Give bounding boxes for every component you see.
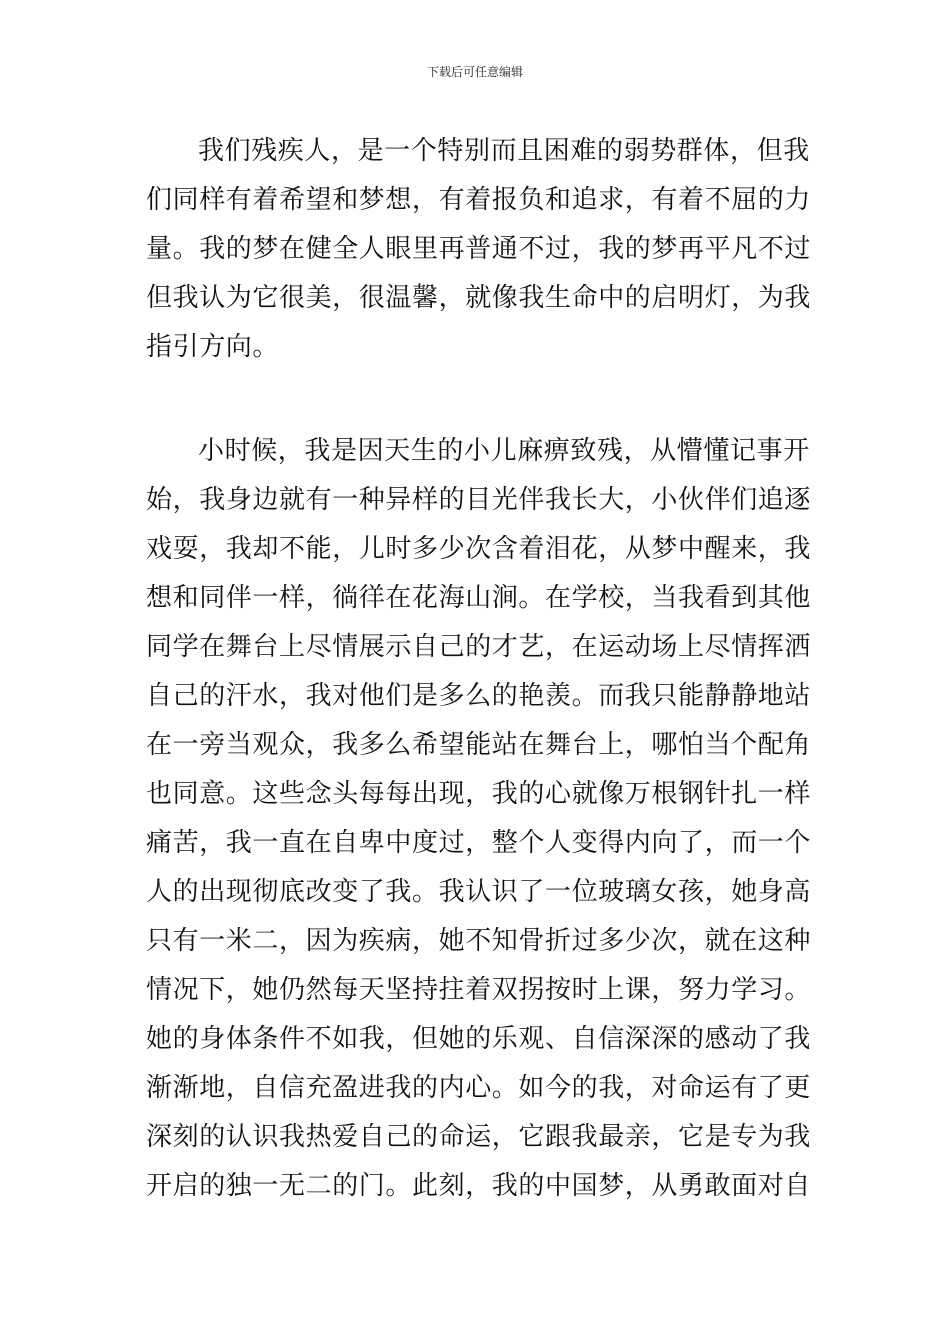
paragraph-line: 她的身体条件不如我，但她的乐观、自信深深的感动了我: [146, 1024, 812, 1054]
paragraph-line: 在一旁当观众，我多么希望能站在舞台上，哪怕当个配角: [146, 730, 812, 760]
paragraph-line: 同学在舞台上尽情展示自己的才艺，在运动场上尽情挥洒: [146, 632, 812, 662]
paragraph-line: 指引方向。: [146, 332, 280, 362]
paragraph-line: 小时候，我是因天生的小儿麻痹致残，从懵懂记事开: [198, 436, 810, 466]
paragraph-line: 自己的汗水，我对他们是多么的艳羡。而我只能静静地站: [146, 681, 812, 711]
paragraph-2: [146, 427, 810, 1211]
page-header: 下载后可任意编辑: [426, 65, 523, 79]
paragraph-line: 但我认为它很美，很温馨，就像我生命中的启明灯，为我: [146, 283, 812, 313]
paragraph-line: 人的出现彻底改变了我。我认识了一位玻璃女孩，她身高: [146, 877, 812, 907]
paragraph-line: 也同意。这些念头每每出现，我的心就像万根钢针扎一样: [146, 779, 812, 809]
paragraph-line: 渐渐地，自信充盈进我的内心。如今的我，对命运有了更: [146, 1073, 812, 1103]
paragraph-line: 痛苦，我一直在自卑中度过，整个人变得内向了，而一个: [146, 828, 812, 858]
paragraph-line: 想和同伴一样，徜徉在花海山涧。在学校，当我看到其他: [146, 583, 812, 613]
paragraph-1: [146, 127, 810, 372]
paragraph-line: 深刻的认识我热爱自己的命运，它跟我最亲，它是专为我: [146, 1122, 812, 1152]
paragraph-line: 始，我身边就有一种异样的目光伴我长大，小伙伴们追逐: [146, 485, 812, 515]
paragraph-line: 们同样有着希望和梦想，有着报负和追求，有着不屈的力: [146, 185, 812, 215]
paragraph-line: 我们残疾人，是一个特别而且困难的弱势群体，但我: [198, 136, 810, 166]
paragraph-line: 只有一米二，因为疾病，她不知骨折过多少次，就在这种: [146, 926, 812, 956]
paragraph-line: 情况下，她仍然每天坚持拄着双拐按时上课，努力学习。: [146, 975, 812, 1005]
paragraph-line: 戏耍，我却不能，儿时多少次含着泪花，从梦中醒来，我: [146, 534, 812, 564]
paragraph-line: 开启的独一无二的门。此刻，我的中国梦，从勇敢面对自: [146, 1171, 812, 1201]
paragraph-line: 量。我的梦在健全人眼里再普通不过，我的梦再平凡不过: [146, 234, 812, 264]
